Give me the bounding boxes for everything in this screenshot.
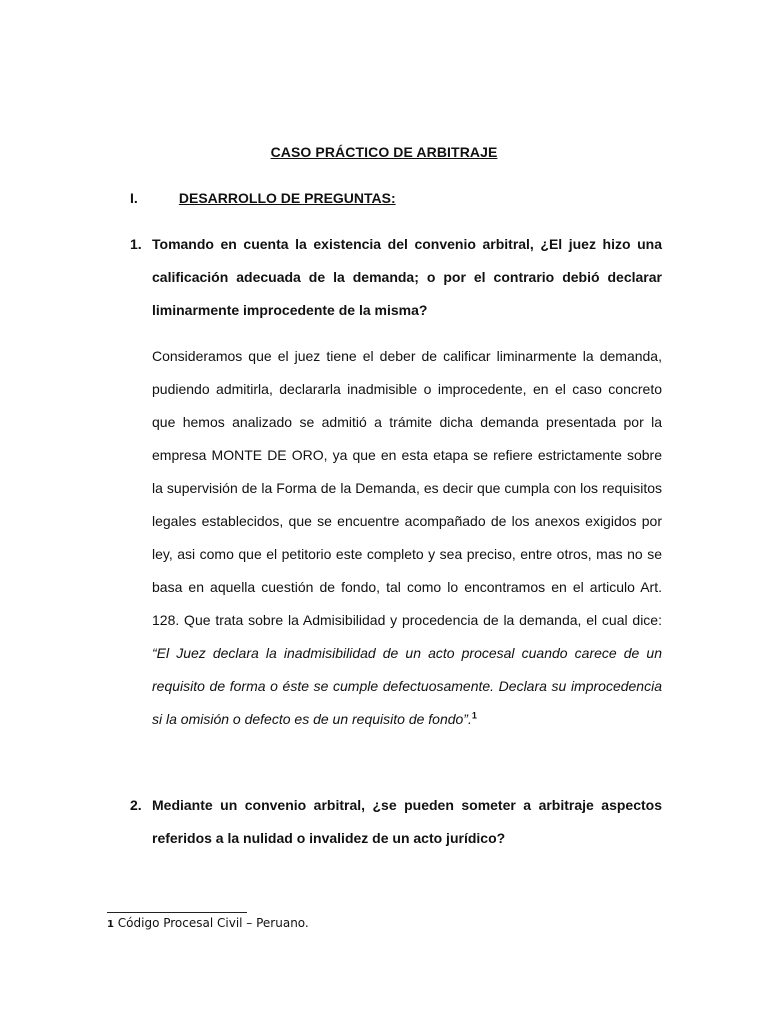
question-2 — [130, 789, 662, 855]
answer-body: Consideramos que el juez tiene el deber de calificar liminarmente la demanda, pudiendo admitirla, declararla inadmisible o improcedente, en el caso concreto que hemos analizado se admitió a trámite dicha demanda presentada por la empresa MONTE DE ORO, ya que en esta etapa se refiere estrictamente sobre la supervisión de la Forma de la Demanda, es decir que cumpla con los requisitos legales establecidos, que se encuentre acompañado de los anexos exigidos por ley, asi como que el petitorio este completo y sea preciso, entre otros, mas no se basa en aquella cuestión de fondo, tal como lo encontramos en el articulo Art. 128. Que trata sobre la Admisibilidad y procedencia de la demanda, el cual dice: — [152, 348, 662, 628]
document-title: CASO PRÁCTICO DE ARBITRAJE — [270, 144, 498, 160]
answer-quote: “El Juez declara la inadmisibilidad de un acto procesal cuando carece de un requisito de forma o éste se cumple defectuosamente. Declara su improcedencia si la omisión o defecto es de un requisito de fondo”. — [152, 645, 662, 727]
section-number: I. — [130, 190, 138, 206]
question-number: 1. — [130, 236, 142, 252]
footnote-number: 1 — [107, 919, 114, 930]
footnote-reference: 1 — [471, 710, 477, 721]
footnote — [107, 916, 309, 930]
section-title: DESARROLLO DE PREGUNTAS: — [178, 190, 396, 206]
question-text: Tomando en cuenta la existencia del convenio arbitral, ¿El juez hizo una calificación adecuada de la demanda; o por el contrario debió declarar liminarmente improcedente de la misma? — [152, 236, 662, 318]
footnote-text: Código Procesal Civil – Peruano. — [113, 916, 309, 930]
section-heading — [130, 190, 396, 206]
question-1 — [130, 228, 662, 327]
question-text: Mediante un convenio arbitral, ¿se pueden someter a arbitraje aspectos referidos a la nulidad o invalidez de un acto jurídico? — [152, 797, 662, 846]
question-number: 2. — [130, 797, 142, 813]
footnote-separator — [107, 912, 247, 913]
answer-1 — [152, 340, 662, 736]
